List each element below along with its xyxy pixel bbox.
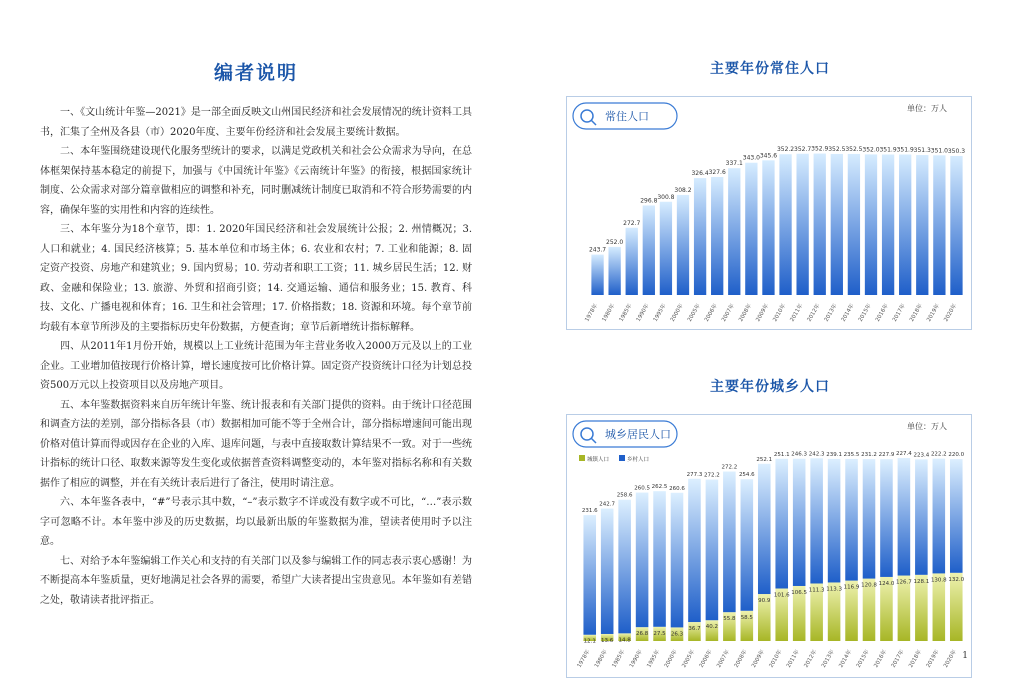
chart-2-tick-label: 2011年 (785, 649, 801, 669)
chart-1-tick-label: 2000年 (669, 303, 685, 323)
chart-2-tick-label: 2014年 (838, 649, 854, 669)
paragraph-5: 五、本年鉴数据资料来自历年统计年鉴、统计报表和有关部门提供的资料。由于统计口径范围和调查方法的差别，部分指标各县（市）数据相加可能不等于全州合计，部分指标增速间可能出现价格对值计算而得或因存在企业的入库、退库问题，与表中直接取数计算结果不一致。对于一些统计指标的统计口径、取数来源等发生变化或依据普查资料调整变动的，本年鉴对指标名称和有关数据作了相应的调整，并在有关统计表后进行了备注，使用时请注意。 (40, 399, 472, 489)
chart-2-tick-label: 2008年 (733, 649, 749, 669)
chart-2-tick-label: 1990年 (628, 649, 644, 669)
chart-2-bar-rural (618, 500, 631, 634)
chart-2-tick-label: 2016年 (873, 649, 889, 669)
chart-1-tick-label: 1980年 (601, 303, 617, 323)
chart-1-data-label: 337.1 (725, 160, 743, 168)
left-page (40, 40, 472, 610)
chart-2-urban-label: 124.0 (878, 580, 895, 587)
chart-2-urban-label: 106.5 (791, 589, 808, 596)
chart-1-tick-label: 2011年 (789, 303, 805, 323)
chart-2-urban-label: 128.1 (913, 578, 930, 585)
chart-2-bar-urban (950, 573, 963, 641)
chart-2-urban-label: 26.8 (635, 631, 649, 638)
chart-2-rural-label: 262.5 (651, 484, 668, 491)
chart-2-tick-label: 2007年 (716, 649, 732, 669)
chart-1-bar (916, 155, 928, 295)
chart-2-rural-label: 272.2 (721, 464, 738, 471)
chart-1-data-label: 351.9 (896, 146, 914, 154)
chart-2-tick-label: 2018年 (908, 649, 924, 669)
chart-1-bar (677, 195, 689, 295)
chart-2-bar-rural (933, 459, 946, 574)
chart-2-bar-rural (950, 459, 963, 573)
chart-2-bar-rural (880, 459, 893, 577)
page-number: 1 (962, 651, 968, 661)
chart-1-data-label: 352.0 (862, 146, 880, 154)
chart-2-bar-rural (688, 479, 701, 622)
chart-2-tick-label: 2015年 (855, 649, 871, 669)
chart-2-bar-rural (671, 493, 684, 628)
chart-2-urban-label: 113.3 (826, 586, 842, 593)
chart-1-data-label: 308.2 (674, 186, 692, 194)
chart-1-tick-label: 1978年 (584, 303, 600, 323)
chart-1-data-label: 352.9 (811, 145, 829, 153)
chart-2-urban-label: 111.3 (808, 587, 825, 594)
chart-1-bar (745, 163, 757, 295)
chart-2-rural-label: 239.1 (826, 451, 842, 458)
chart-2-bar-rural (845, 459, 858, 581)
chart-2-tick-label: 2017年 (890, 649, 906, 669)
chart-2-urban-label: 40.2 (705, 624, 719, 631)
chart-1-tick-label: 2013年 (823, 303, 839, 323)
chart-1-data-label: 350.3 (947, 147, 966, 155)
chart-2-badge-label: 城乡居民人口 (605, 428, 671, 441)
chart-1-bar (694, 178, 706, 295)
chart-1-data-label: 351.0 (930, 147, 948, 155)
chart-1-unit: 单位：万人 (907, 104, 947, 113)
chart-2-bar-rural (741, 479, 754, 611)
chart-2-unit: 单位：万人 (907, 422, 947, 431)
chart-2-tick-label: 2000年 (663, 649, 679, 669)
chart-2-rural-label: 220.0 (948, 452, 965, 459)
chart-1-bar (899, 154, 911, 295)
chart-1-frame (566, 96, 972, 330)
chart-2-bar-rural (775, 459, 788, 589)
chart-2-tick-label: 2020年 (943, 649, 959, 669)
chart-1-data-label: 252.0 (606, 238, 624, 246)
chart-2-bar-rural (601, 509, 614, 634)
chart-2-rural-label: 260.6 (669, 485, 685, 492)
chart-2-bar-rural (793, 459, 806, 586)
chart-1-tick-label: 2015年 (857, 303, 873, 323)
chart-1-bar (643, 205, 655, 295)
chart-2-urban-label: 130.8 (930, 577, 947, 584)
chart-1-badge-label: 常住人口 (605, 110, 649, 123)
page-title: 编者说明 (213, 62, 298, 84)
chart-2-bar-rural (636, 493, 649, 628)
chart-1-bar (882, 154, 894, 295)
chart-2-tick-label: 1980年 (593, 649, 609, 669)
chart-1-bar (814, 154, 826, 295)
chart-2-urban-label: 58.5 (740, 614, 753, 621)
chart-2-urban-label: 14.8 (618, 637, 631, 644)
chart-2-urban-label: 126.7 (896, 579, 912, 586)
chart-2-tick-label: 2013年 (820, 649, 836, 669)
chart-2-bar-rural (653, 491, 666, 627)
chart-1-bar (848, 154, 860, 295)
chart-2-legend-label: 乡村人口 (627, 457, 650, 463)
chart-1-tick-label: 2012年 (806, 303, 822, 323)
chart-1-data-label: 296.8 (640, 197, 658, 205)
chart-2-urban-label: 55.8 (723, 616, 736, 623)
paragraph-7: 七、对给予本年鉴编辑工作关心和支持的有关部门以及参与编辑工作的同志表示衷心感谢！为不断提高本年鉴质量，更好地满足社会各界的需要，希望广大读者提出宝贵意见。本年鉴如有差错之处，敬请读者批评指正。 (40, 555, 472, 606)
chart-2-rural-label: 223.4 (913, 452, 930, 459)
chart-1-tick-label: 2016年 (874, 303, 890, 323)
chart-2-rural-label: 254.6 (738, 472, 755, 479)
chart-1-bar (933, 155, 945, 295)
chart-2-rural-label: 272.2 (704, 472, 720, 479)
chart-2-urban-label: 90.9 (758, 598, 771, 605)
chart-2-rural-label: 242.7 (599, 501, 616, 508)
chart-1-bar (950, 156, 962, 295)
chart-1-bar (831, 154, 843, 295)
chart-2-bar-rural (758, 464, 771, 594)
chart-1-bar (865, 154, 877, 295)
chart-2-rural-label: 235.5 (843, 451, 860, 458)
paragraph-4: 四、从2011年1月份开始，规模以上工业统计范围为年主营业务收入2000万元及以上的工业企业。工业增加值按现行价格计算，增长速度按可比价格计算。固定资产投资统计口径为计划总投资500万元以上投资项目以及房地产项目。 (40, 341, 472, 391)
chart-1-tick-label: 2005年 (686, 303, 702, 323)
chart-1-bar (711, 177, 723, 295)
chart-1-data-label: 351.9 (879, 146, 897, 154)
paragraph-6: 六、本年鉴各表中，“#”号表示其中数，“–”表示数字不详或没有数字或不可比，“…”表示数字可忽略不计。本年鉴中涉及的历史数据，均以最新出版的年鉴数据为准，望读者使用时予以注意。 (40, 497, 472, 547)
chart-2-bar-rural (723, 472, 736, 613)
chart-2-rural-label: 222.2 (930, 451, 947, 458)
chart-1-data-label: 352.5 (828, 145, 846, 153)
chart-2-bar-rural (828, 459, 841, 583)
chart-2-title: 主要年份城乡人口 (710, 379, 830, 395)
chart-1-title: 主要年份常住人口 (710, 61, 830, 77)
chart-2-legend-swatch (619, 455, 625, 461)
chart-2-bar-rural (863, 459, 876, 578)
chart-1-tick-label: 2007年 (721, 303, 737, 323)
chart-2-rural-label: 246.3 (791, 451, 808, 458)
chart-2-rural-label: 227.4 (896, 451, 912, 458)
chart-2-rural-label: 231.6 (581, 508, 598, 515)
chart-1-tick-label: 2008年 (738, 303, 754, 323)
chart-2-urban-label: 13.6 (601, 637, 614, 644)
chart-1-data-label: 272.7 (623, 219, 641, 227)
chart-1-bar (626, 228, 638, 295)
chart-2-tick-label: 1985年 (611, 649, 627, 669)
paragraph-2: 二、本年鉴围绕建设现代化服务型统计的要求，以满足党政机关和社会公众需求为导向，在总体框架保持基本稳定的前提下，加强与《中国统计年鉴》《云南统计年鉴》的衔接，根据国家统计制度、公众需求对部分篇章做相应的调整和补充，同时删减统计制度已取消和不符合形势需要的内容，确保年鉴的实用性和内容的连续性。 (40, 146, 472, 216)
chart-1-data-label: 243.7 (588, 246, 607, 254)
chart-2-bar-rural (810, 458, 823, 583)
chart-2-urban-label: 101.6 (773, 592, 790, 599)
chart-1-tick-label: 2014年 (840, 303, 856, 323)
chart-2-rural-label: 277.3 (686, 471, 703, 478)
chart-1-tick-label: 1985年 (618, 303, 634, 323)
chart-2-urban-label: 36.7 (688, 626, 701, 633)
chart-1-tick-label: 2009年 (755, 303, 771, 323)
chart-2-rural-label: 227.9 (878, 452, 895, 459)
chart-2-tick-label: 2012年 (803, 649, 819, 669)
chart-2-rural-label: 251.1 (773, 451, 790, 458)
chart-1-data-label: 300.8 (657, 193, 675, 201)
chart-2-svg (567, 415, 971, 677)
chart-2-urban-label: 27.5 (653, 630, 666, 637)
chart-1-data-label: 352.7 (794, 145, 812, 153)
chart-2-tick-label: 2006年 (698, 649, 714, 669)
chart-2-tick-label: 2009年 (751, 649, 767, 669)
chart-1-tick-label: 1995年 (652, 303, 668, 323)
chart-2-urban-label: 120.8 (861, 582, 877, 589)
chart-1-bar (660, 202, 672, 295)
chart-1-tick-label: 2017年 (891, 303, 907, 323)
paragraph-1: 一、《文山统计年鉴—2021》是一部全面反映文山州国民经济和社会发展情况的统计资料工具书，汇集了全州及各县（市）2020年度、主要年份经济和社会发展主要统计数据。 (40, 107, 472, 138)
chart-1-tick-label: 2019年 (926, 303, 942, 323)
chart-1-tick-label: 2010年 (772, 303, 788, 323)
chart-1-bar (728, 168, 740, 295)
chart-1-tick-label: 2018年 (909, 303, 925, 323)
chart-2-legend-swatch (579, 455, 585, 461)
chart-1-data-label: 345.6 (759, 152, 778, 160)
chart-1-data-label: 343.0 (742, 154, 760, 162)
chart-2-rural-label: 242.3 (808, 451, 825, 458)
chart-2-bar-rural (706, 480, 719, 621)
chart-2-bar-rural (898, 458, 911, 575)
chart-2-urban-label: 116.9 (843, 584, 860, 591)
chart-2-tick-label: 2010年 (768, 649, 784, 669)
chart-2-urban-label: 132.0 (948, 576, 965, 583)
chart-2-tick-label: 1978年 (576, 649, 592, 669)
chart-2-bar-rural (915, 459, 928, 574)
chart-2-urban-label: 12.1 (583, 638, 596, 645)
paragraph-3: 三、本年鉴分为18个章节，即：1. 2020年国民经济和社会发展统计公报；2. 州情概况；3. 人口和就业；4. 国民经济核算；5. 基本单位和市场主体；6. 农业和农村；7. 工业和能源；8. 固定资产投资、房地产和建筑业；9. 国内贸易；10. 劳动者和职工工资；11. 城乡居民生活；12. 财政、金融和保险业；13. 旅游、外贸和招商引资；14. 交通运输、通信和服务业；15. 教育、科技、文化、广播电视和体育；16. 卫生和社会管理；17. 价格指数；18. 资源和环境。每个章节前均载有本章节所涉及的主要指标历史年份数据，方便查询；章节后新增统计指标解释。 (40, 224, 472, 333)
chart-2-frame (566, 414, 972, 678)
chart-1-data-label: 327.6 (708, 168, 726, 176)
chart-2-tick-label: 1995年 (646, 649, 662, 669)
chart-1-data-label: 326.4 (691, 170, 709, 178)
chart-1-tick-label: 2020年 (943, 303, 959, 323)
chart-1-bar (762, 160, 774, 295)
chart-1-data-label: 352.2 (776, 146, 795, 154)
chart-2-legend-label: 城镇人口 (587, 457, 610, 463)
chart-1-data-label: 352.5 (845, 145, 863, 153)
chart-2-tick-label: 2005年 (681, 649, 697, 669)
chart-1-tick-label: 1990年 (635, 303, 651, 323)
chart-2-rural-label: 252.1 (756, 456, 773, 463)
chart-2-rural-label: 231.2 (861, 452, 877, 459)
chart-2-tick-label: 2019年 (925, 649, 941, 669)
chart-1-svg (567, 97, 971, 329)
chart-1-bar (591, 255, 603, 295)
chart-2-urban-label: 26.3 (670, 631, 684, 638)
chart-1-bar (796, 154, 808, 295)
chart-2-bar-urban (930, 573, 947, 641)
chart-1-tick-label: 2006年 (703, 303, 719, 323)
chart-1-bar (608, 247, 620, 295)
chart-2-rural-label: 258.6 (616, 492, 633, 499)
chart-1-bar (779, 154, 791, 295)
chart-2-rural-label: 260.5 (634, 485, 650, 492)
chart-1-data-label: 351.3 (913, 147, 931, 155)
chart-2-bar-rural (583, 515, 596, 635)
